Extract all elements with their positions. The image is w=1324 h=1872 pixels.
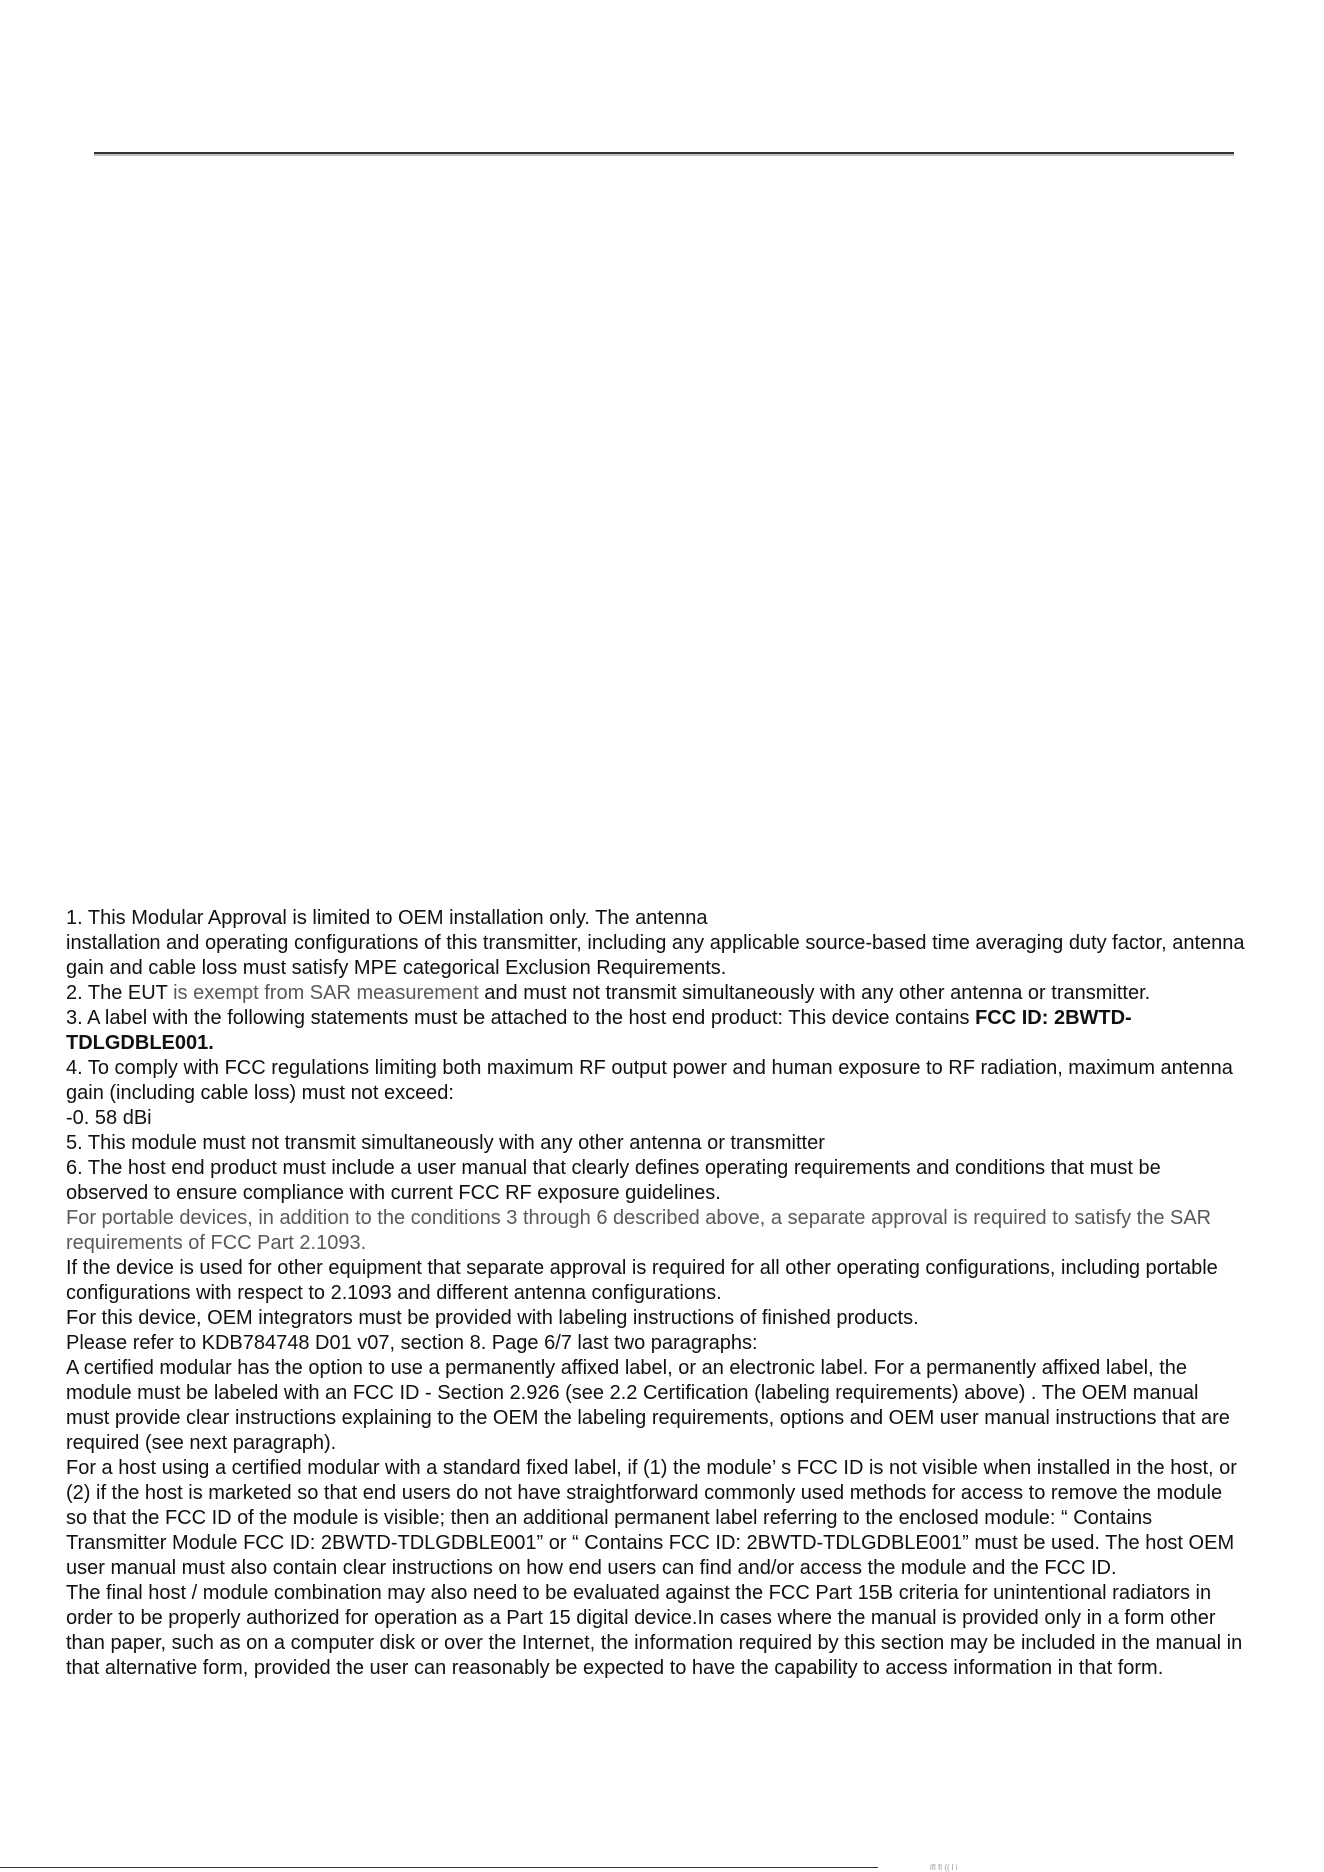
sar-exempt-text: is exempt from SAR measurement: [173, 982, 479, 1004]
eut-suffix: and must not transmit simultaneously with any other antenna or transmitter.: [478, 982, 1151, 1004]
paragraph-10: If the device is used for other equipment that separate approval is required for all other operating configurations, including portable configurations with respect to 2.1093 and different antenna configurations.: [66, 1257, 1218, 1304]
paragraph-11: For this device, OEM integrators must be provided with labeling instructions of finished products.: [66, 1307, 919, 1329]
paragraph-7: 5. This module must not transmit simultaneously with any other antenna or transmitter: [66, 1132, 825, 1154]
paragraph-13: A certified modular has the option to use a permanently affixed label, or an electronic label. For a permanently affixed label, the module must be labeled with an FCC ID - Section 2.926 (see 2.2 Certification (labeling requirements) above) . The OEM manual must provide clear instructions explaining to the OEM the labeling requirements, options and OEM user manual instructions that are required (see next paragraph).: [66, 1357, 1230, 1454]
paragraph-3: [66, 981, 1246, 1006]
footer-rule: [0, 1867, 878, 1868]
paragraph-14: For a host using a certified modular with a standard fixed label, if (1) the module’ s FCC ID is not visible when installed in the host, or (2) if the host is marketed so that end users do not have straightforward commonly used methods for access to remove the module so that the FCC ID of the module is visible; then an additional permanent label referring to the enclosed module: “ Contains Transmitter Module FCC ID: 2BWTD-TDLGDBLE001” or “ Contains FCC ID: 2BWTD-TDLGDBLE001” must be used. The host OEM user manual must also contain clear instructions on how end users can find and/or access the module and the FCC ID.: [66, 1457, 1237, 1579]
paragraph-12: Please refer to KDB784748 D01 v07, section 8. Page 6/7 last two paragraphs:: [66, 1332, 758, 1354]
paragraph-4: [66, 1006, 1246, 1056]
paragraph-portable-devices: For portable devices, in addition to the conditions 3 through 6 described above, a separate approval is required to satisfy the SAR requirements of FCC Part 2.1093.: [66, 1207, 1212, 1254]
fcc-id: FCC ID: 2BWTD-TDLGDBLE001.: [66, 1007, 1132, 1054]
document-body: [66, 906, 1246, 1681]
paragraph-5: 4. To comply with FCC regulations limiting both maximum RF output power and human exposure to RF radiation, maximum antenna gain (including cable loss) must not exceed:: [66, 1057, 1233, 1104]
paragraph-1: 1. This Modular Approval is limited to OEM installation only. The antenna: [66, 907, 708, 929]
eut-prefix: 2. The EUT: [66, 982, 174, 1004]
paragraph-8: 6. The host end product must include a user manual that clearly defines operating requirements and conditions that must be observed to ensure compliance with current FCC RF exposure guidelines.: [66, 1157, 1161, 1204]
header-rule: [94, 152, 1234, 154]
label-statement: 3. A label with the following statements must be attached to the host end product: This device contains: [66, 1007, 976, 1029]
footer-mark: ifl fi (( l i: [930, 1864, 958, 1872]
paragraph-15: The final host / module combination may also need to be evaluated against the FCC Part 15B criteria for unintentional radiators in order to be properly authorized for operation as a Part 15 digital device.In cases where the manual is provided only in a form other than paper, such as on a computer disk or over the Internet, the information required by this section may be included in the manual in that alternative form, provided the user can reasonably be expected to have the capability to access information in that form.: [66, 1582, 1243, 1679]
paragraph-2: installation and operating configurations of this transmitter, including any applicable source-based time averaging duty factor, antenna gain and cable loss must satisfy MPE categorical Exclusion Requirements.: [66, 932, 1245, 979]
antenna-gain-value: -0. 58 dBi: [66, 1107, 152, 1129]
